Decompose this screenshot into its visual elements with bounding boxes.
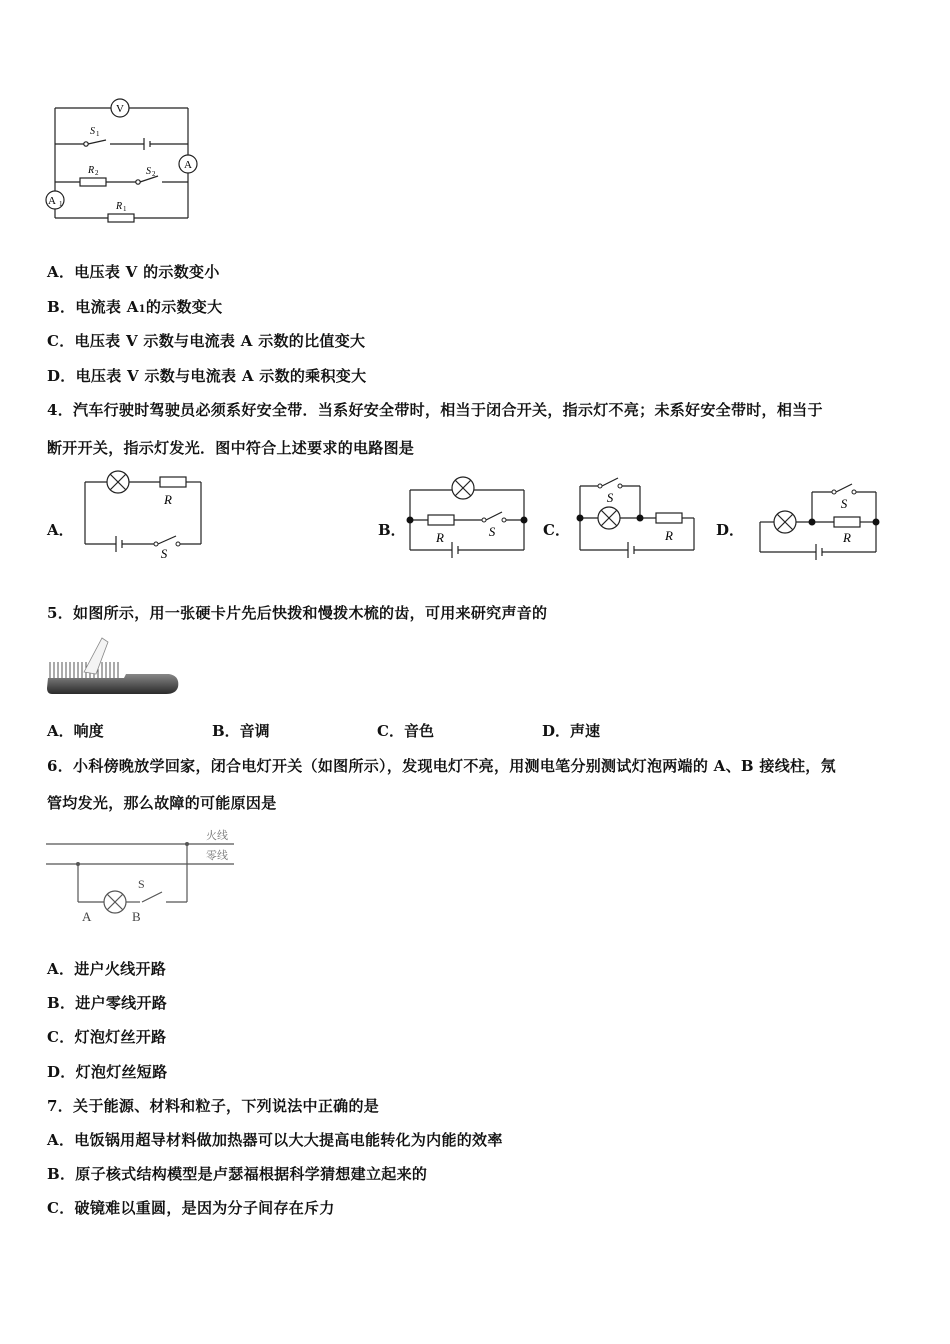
q7-option-a[interactable]: A．电饭锅用超导材料做加热器可以大大提高电能转化为内能的效率 [47,1131,503,1149]
q3-option-c[interactable]: C．电压表 V 示数与电流表 A 示数的比值变大 [47,332,366,350]
q4d-r-label: R [843,530,851,545]
neutral-wire-label: 零线 [206,850,228,862]
q7-question: 7．关于能源、材料和粒子，下列说法中正确的是 [47,1097,380,1115]
q4-circuit-b[interactable] [402,472,532,562]
ammeter1-sub: 1 [59,200,63,208]
q5-comb-card-image [44,632,184,702]
q3-option-b-post: 的示数变大 [145,298,223,316]
q4c-s-label: S [606,490,614,505]
q4-option-a-label[interactable]: A． [47,521,74,539]
s1-label: S [90,126,95,137]
q7-option-b[interactable]: B．原子核式结构模型是卢瑟福根据科学猜想建立起来的 [47,1165,428,1183]
q4-circuit-d[interactable] [752,476,892,566]
q3-option-b-pre: B．电流表 A [47,298,139,316]
q4-question-line1: 4．汽车行驶时驾驶员必须系好安全带．当系好安全带时，相当于闭合开关，指示灯不亮；未系好安全带时，相当于 [47,401,823,419]
q3-option-b[interactable] [47,296,222,317]
s2-label: S [146,166,151,177]
q4-circuit-c[interactable] [572,474,702,564]
q4-option-d-label[interactable]: D． [716,521,745,539]
r1-label: R [116,201,123,212]
q3-option-a[interactable]: A．电压表 V 的示数变小 [47,263,220,281]
q6-household-circuit [44,826,244,926]
r2-sub: 2 [95,169,99,177]
q4a-r-label: R [164,492,172,507]
q4d-s-label: S [840,496,848,511]
r2-label: R [88,165,95,176]
q4c-r-label: R [665,528,673,543]
q5-option-a[interactable]: A．响度 [47,722,104,740]
terminal-b-label: B [132,909,141,924]
q4-circuit-a[interactable] [80,470,210,560]
r1-sub: 1 [123,205,127,213]
q3-circuit-diagram [40,96,200,226]
q3-option-b-sub: 1 [138,304,146,315]
q4-option-c-label[interactable]: C． [543,521,570,539]
terminal-a-label: A [82,909,92,924]
q6-option-c[interactable]: C．灯泡灯丝开路 [47,1028,167,1046]
q7-option-c[interactable]: C．破镜难以重圆，是因为分子间存在斥力 [47,1199,335,1217]
s1-sub: 1 [96,130,100,138]
q6-option-d[interactable]: D．灯泡灯丝短路 [47,1063,168,1081]
live-wire-label: 火线 [206,830,228,842]
q5-option-c[interactable]: C．音色 [377,722,434,740]
voltmeter-label: V [116,103,124,115]
q5-option-b[interactable]: B．音调 [212,722,270,740]
q4-question-line2: 断开开关，指示灯发光．图中符合上述要求的电路图是 [47,439,415,457]
q6-option-b[interactable]: B．进户零线开路 [47,994,168,1012]
q3-option-d[interactable]: D．电压表 V 示数与电流表 A 示数的乘积变大 [47,367,367,385]
q4b-r-label: R [436,530,444,545]
q4a-s-label: S [160,546,168,560]
q6-option-a[interactable]: A．进户火线开路 [47,960,167,978]
q4b-s-label: S [488,524,496,539]
q6-question-line1: 6．小科傍晚放学回家，闭合电灯开关（如图所示），发现电灯不亮，用测电笔分别测试灯泡两端的 A、B 接线柱，氖 [47,757,836,775]
s2-sub: 2 [152,170,156,178]
q5-option-d[interactable]: D．声速 [542,722,601,740]
ammeter-label: A [184,159,192,171]
q4-option-b-label[interactable]: B． [378,521,406,539]
q5-question: 5．如图所示，用一张硬卡片先后快拨和慢拨木梳的齿，可用来研究声音的 [47,604,548,622]
q6-question-line2: 管均发光，那么故障的可能原因是 [47,794,277,812]
ammeter1-label: A [48,195,56,207]
switch-s-label: S [138,877,145,891]
